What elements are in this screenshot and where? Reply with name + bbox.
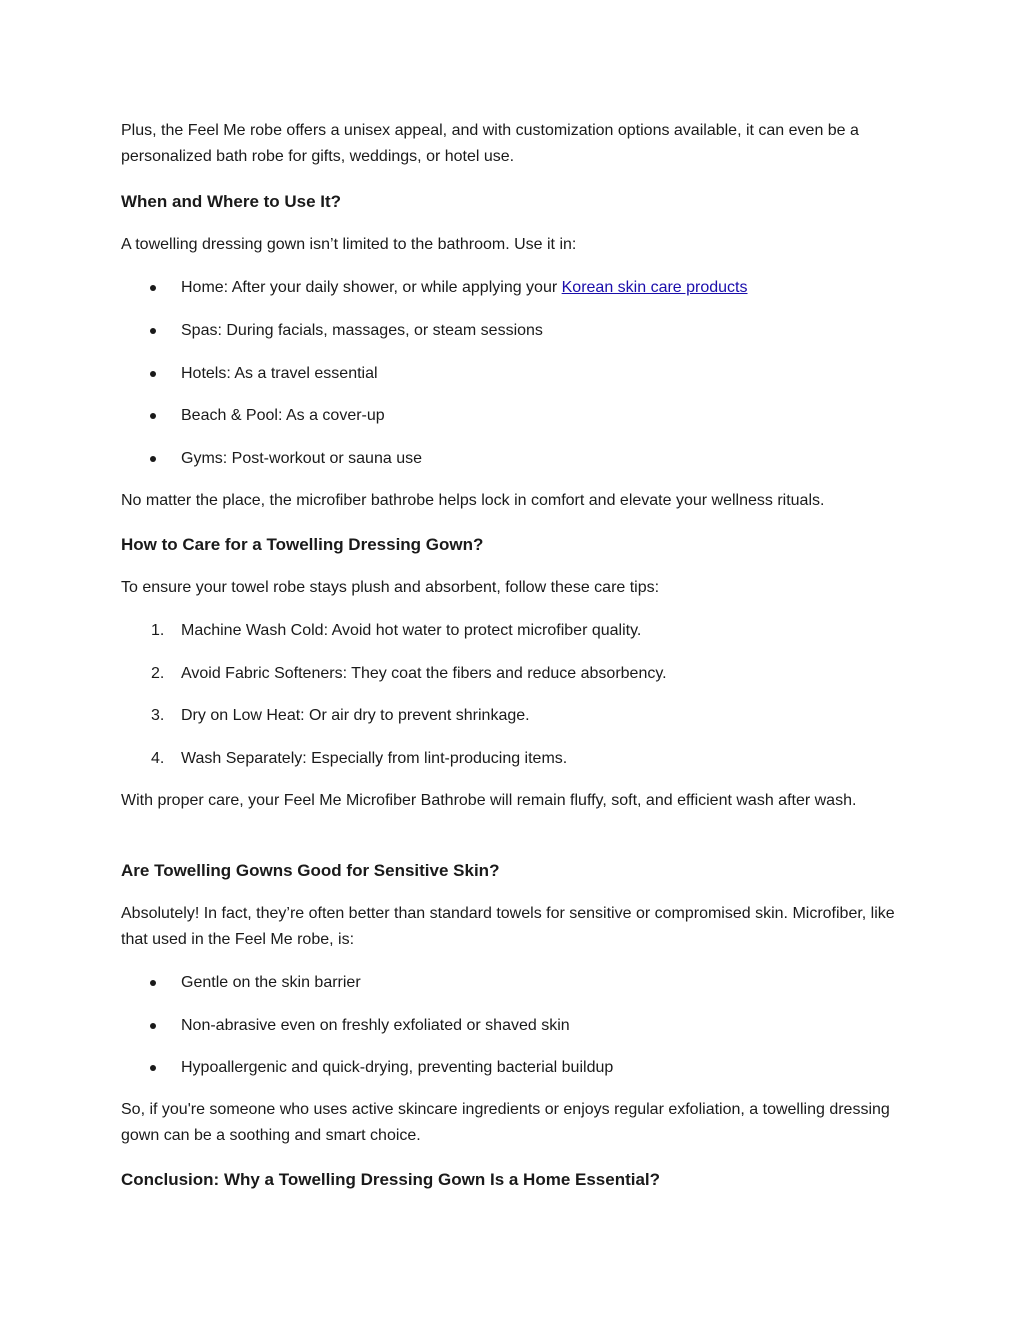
list-item-text: Spas: During facials, massages, or steam sessions (181, 322, 543, 339)
list-item-number: 3. (151, 707, 165, 724)
when-where-closing: No matter the place, the microfiber bathrobe helps lock in comfort and elevate your wellness rituals. (121, 492, 825, 509)
bullet-icon (150, 1023, 156, 1029)
heading-when-where: When and Where to Use It? (121, 192, 342, 211)
list-item-text: Non-abrasive even on freshly exfoliated or shaved skin (181, 1017, 570, 1034)
bullet-icon (150, 285, 156, 291)
list-item-text: Home: After your daily shower, or while applying your (181, 279, 562, 296)
bullet-icon (150, 456, 156, 462)
list-item-text: Dry on Low Heat: Or air dry to prevent shrinkage. (181, 707, 530, 724)
heading-sensitive-skin: Are Towelling Gowns Good for Sensitive Skin? (121, 861, 500, 880)
list-item-number: 1. (151, 622, 165, 639)
list-item-text: Gentle on the skin barrier (181, 974, 361, 991)
list-item-number: 4. (151, 750, 165, 767)
when-where-lead: A towelling dressing gown isn’t limited to the bathroom. Use it in: (121, 236, 577, 253)
bullet-icon (150, 413, 156, 419)
list-item-text: Hotels: As a travel essential (181, 365, 378, 382)
list-item-text: Hypoallergenic and quick-drying, preventing bacterial buildup (181, 1059, 614, 1076)
list-item-number: 2. (151, 665, 165, 682)
bullet-icon (150, 1065, 156, 1071)
list-item-text: Beach & Pool: As a cover-up (181, 407, 385, 424)
list-item-text: Gyms: Post-workout or sauna use (181, 450, 422, 467)
care-closing: With proper care, your Feel Me Microfiber Bathrobe will remain fluffy, soft, and efficient wash after wash. (121, 792, 857, 809)
intro-paragraph: Plus, the Feel Me robe offers a unisex appeal, and with customization options available, it can even be a personalized bath robe for gifts, weddings, or hotel use. (121, 122, 859, 165)
list-item-text: Avoid Fabric Softeners: They coat the fibers and reduce absorbency. (181, 665, 667, 682)
sensitive-skin-closing: So, if you're someone who uses active skincare ingredients or enjoys regular exfoliation, a towelling dressing gown can be a soothing and smart choice. (121, 1101, 890, 1144)
care-lead: To ensure your towel robe stays plush and absorbent, follow these care tips: (121, 579, 660, 596)
sensitive-skin-lead: Absolutely! In fact, they’re often better than standard towels for sensitive or compromised skin. Microfiber, like that used in the Feel Me robe, is: (121, 905, 895, 948)
bullet-icon (150, 328, 156, 334)
korean-skin-care-link[interactable]: Korean skin care products (561, 279, 748, 296)
list-item-text: Machine Wash Cold: Avoid hot water to protect microfiber quality. (181, 622, 642, 639)
list-item-text: Wash Separately: Especially from lint-producing items. (181, 750, 568, 767)
heading-conclusion: Conclusion: Why a Towelling Dressing Gown Is a Home Essential? (121, 1170, 661, 1189)
bullet-icon (150, 371, 156, 377)
heading-care: How to Care for a Towelling Dressing Gown? (121, 535, 484, 554)
bullet-icon (150, 980, 156, 986)
